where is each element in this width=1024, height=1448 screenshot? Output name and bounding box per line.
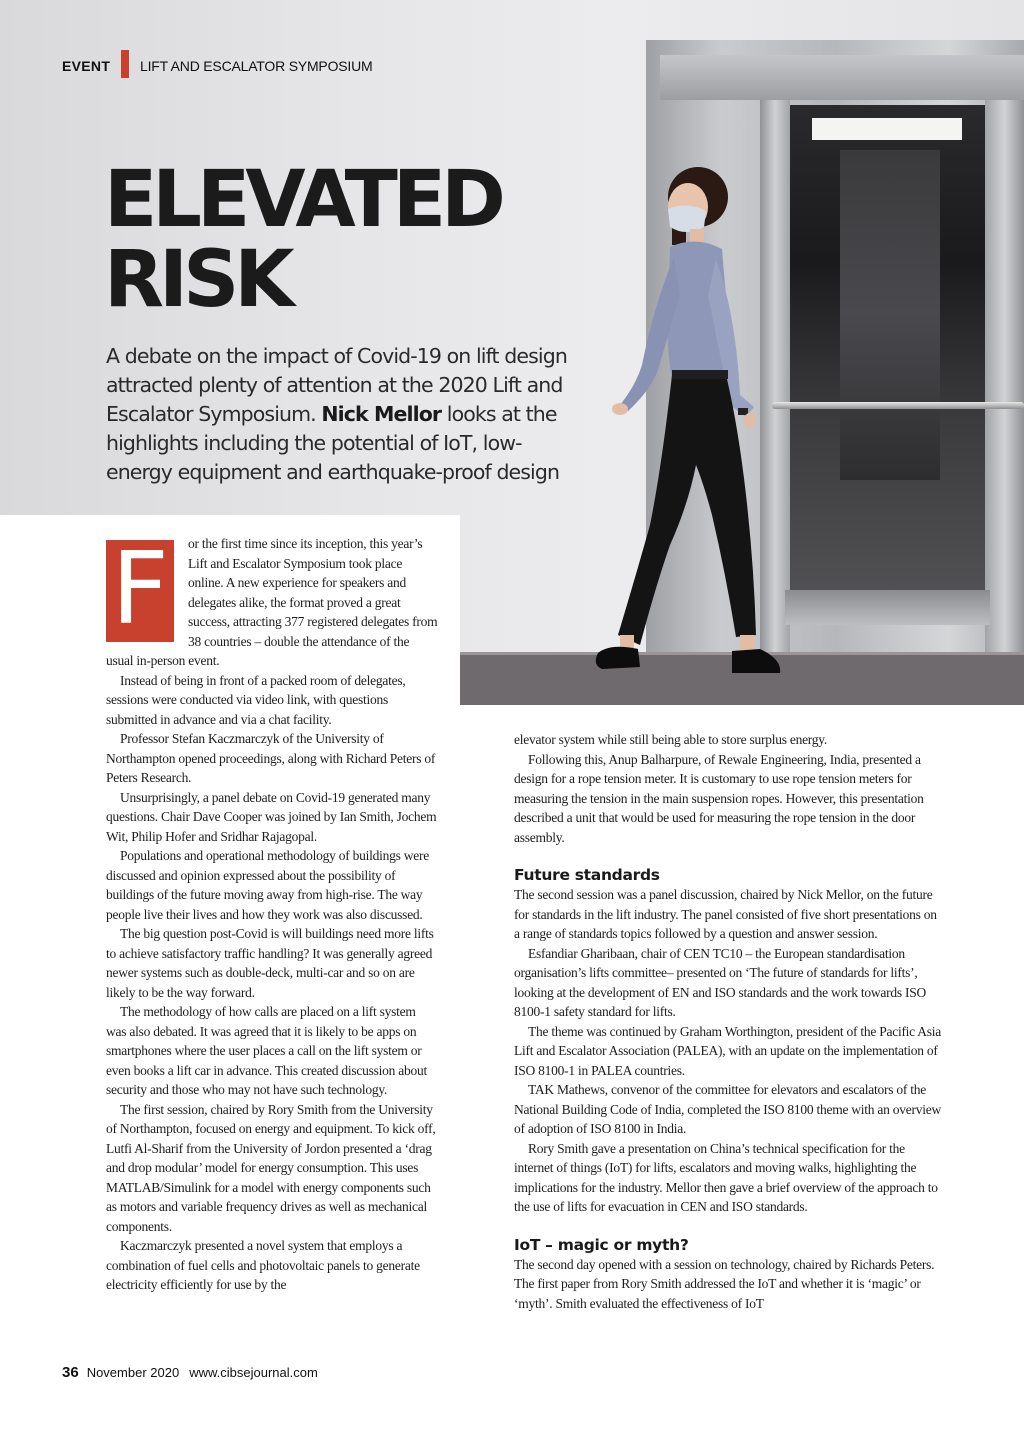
website-url: www.cibsejournal.com [189,1365,318,1380]
section-divider-bar [121,50,129,78]
paragraph: The second session was a panel discussion, chaired by Nick Mellor, on the future for standards in the lift industry. The panel consisted of five short presentations on a range of standards topics followed by a question and answer session. [514,887,937,941]
paragraph: or the first time since its inception, this year’s Lift and Escalator Symposium took place online. A new experience for speakers and delegates alike, the format proved a great success, attracting 377 registered delegates from 38 countries – double the attendance of the usual in-person event. [106,536,438,668]
subhead-iot: IoT – magic or myth? [514,1235,689,1254]
paragraph: The first session, chaired by Rory Smith from the University of Northampton, focused on energy and equipment. To kick off, Lutfi Al-Sharif from the University of Jordon presented a ‘drag and drop modular’ model for energy consumption. This uses MATLAB/Simulink for a model with energy components such as motors and variable frequency drives as well as mechanical components. [106,1101,436,1234]
paragraph: Following this, Anup Balharpure, of Rewale Engineering, India, presented a design for a rope tension meter. It is customary to use rope tension meters for measuring the tension in the main suspension ropes. However, this presentation described a unit that would be used for measuring the rope tension in the door assembly. [514,751,924,845]
elevator-header [660,55,1024,100]
standfirst [106,342,586,487]
elevator-light [812,118,962,140]
paragraph: TAK Mathews, convenor of the committee for elevators and escalators of the National Building Code of India, completed the ISO 8100 theme with an overview of adoption of ISO 8100 in India. [514,1082,942,1136]
article-column-2 [514,730,942,1313]
paragraph: The second day opened with a session on technology, chaired by Richards Peters. The first paper from Rory Smith addressed the IoT and whether it is ‘magic’ or ‘myth’. Smith evaluated the effectiveness of IoT [514,1256,935,1311]
paragraph: Kaczmarczyk presented a novel system that employs a combination of fuel cells and photovoltaic panels to generate electricity efficiently for use by the [106,1238,420,1292]
subhead-future-standards: Future standards [514,866,660,884]
standfirst-text: A debate on the impact of Covid-19 on lift design attracted plenty of attention at the 2020 Lift and Escalator Symposium. [106,344,567,426]
paragraph: The theme was continued by Graham Worthington, president of the Pacific Asia Lift and Escalator Association (PALEA), with an update on the implementation of ISO 8100-1 in PALEA countries. [514,1023,942,1078]
drop-cap-letter: F [111,530,169,647]
paragraph: Esfandiar Gharibaan, chair of CEN TC10 – the European standardisation organisation’s lifts committee– presented on ‘The future of standards for lifts’, looking at the development of EN and ISO standards and the work towards ISO 8100-1 safety standard for lifts. [514,945,927,1019]
paragraph: Professor Stefan Kaczmarczyk of the University of Northampton opened proceedings, along with Richard Peters of Peters Research. [106,731,436,785]
page-footer [62,1364,318,1381]
headline [104,155,501,325]
paragraph: elevator system while still being able to store surplus energy. [514,732,828,747]
article-column-1 [106,530,438,1295]
standfirst-author: Nick Mellor [321,402,442,426]
elevator-cab-panel [840,150,940,480]
paragraph: Rory Smith gave a presentation on China’s technical specification for the internet of things (IoT) for lifts, escalators and moving walks, highlighting the implications for the industry. Mellor then gave a brief overview of the approach to the use of lifts for evacuation in CEN and ISO standards. [514,1140,938,1214]
page-number: 36 [62,1364,79,1381]
drop-cap [106,530,174,647]
paragraph: The big question post-Covid is will buildings need more lifts to achieve satisfactory traffic handling? It was generally agreed newer systems such as double-deck, multi-car and so on are likely to be the way forward. [106,926,434,1000]
headline-line-1: ELEVATED [104,155,501,245]
headline-line-2: RISK [104,235,290,325]
elevator-jamb-right [985,100,1024,655]
elevator-sill [785,590,990,625]
paragraph: Populations and operational methodology of buildings were discussed and opinion expressed about the possibility of buildings of the future moving away from high-rise. The way people live their lives and how they work was also discussed. [106,848,429,922]
section-subtitle: LIFT AND ESCALATOR SYMPOSIUM [140,58,373,74]
paragraph: Instead of being in front of a packed room of delegates, sessions were conducted via video link, with questions submitted in advance and via a chat facility. [106,672,406,727]
paragraph: Unsurprisingly, a panel debate on Covid-19 generated many questions. Chair Dave Cooper was joined by Ian Smith, Jochem Wit, Philip Hofer and Sridhar Rajagopal. [106,789,437,844]
standfirst-text-end: looks at the highlights including the potential of IoT, low-energy equipment and earthquake-proof design [106,402,560,484]
paragraph: The methodology of how calls are placed on a lift system was also debated. It was agreed that it is likely to be apps on smartphones where the user places a call on the lift system or even books a lift car in advance. This created discussion about security and those who may not have such technology. [106,1004,428,1097]
masked-woman-figure [590,165,790,695]
issue-date: November 2020 [86,1365,180,1380]
section-label: EVENT [62,58,111,74]
elevator-handrail [772,402,1024,409]
